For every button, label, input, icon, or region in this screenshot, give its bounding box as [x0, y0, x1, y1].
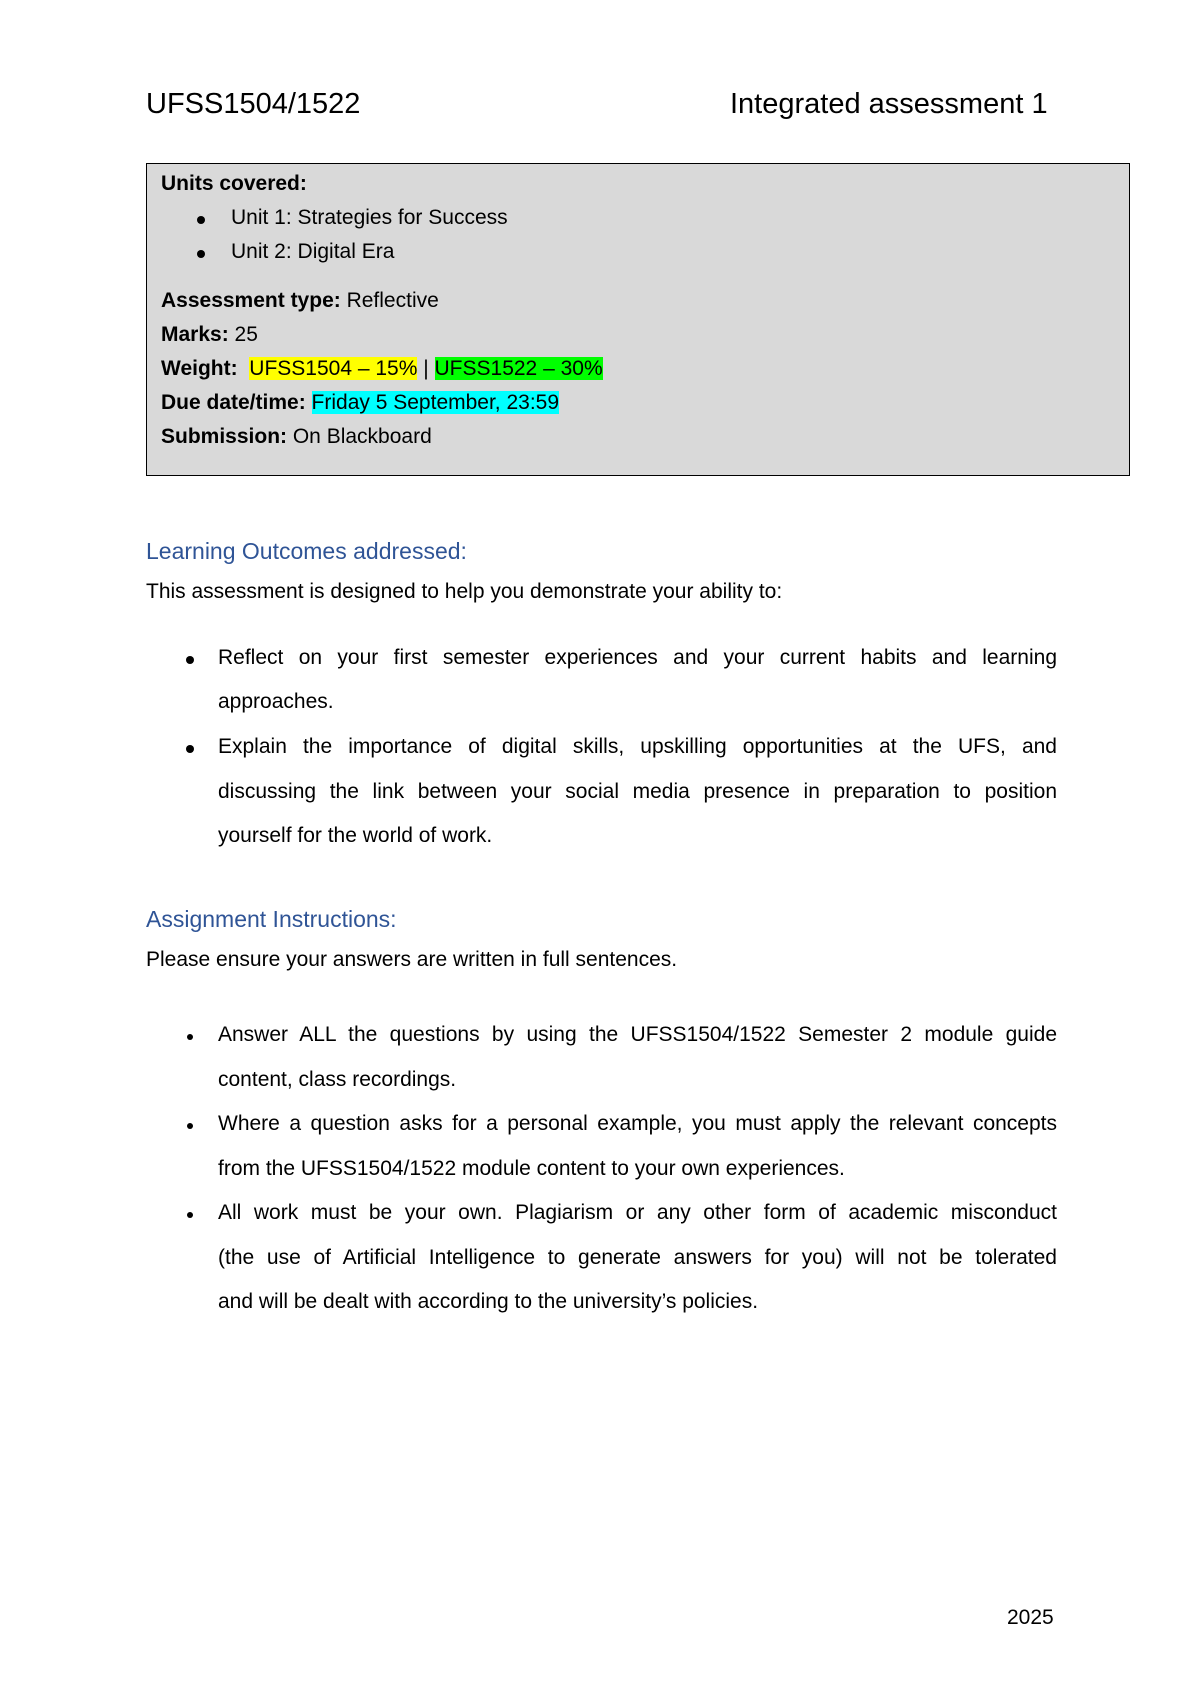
- bullet-icon: [186, 745, 194, 753]
- weight: Weight: UFSS1504 – 15% | UFSS1522 – 30%: [161, 357, 603, 380]
- marks: Marks: 25: [161, 323, 258, 346]
- bullet-icon: [186, 656, 194, 664]
- learning-outcomes-intro: This assessment is designed to help you demonstrate your ability to:: [146, 580, 783, 603]
- instruction-1-line-1: Answer ALL the questions by using the UFSS1504/1522 Semester 2 module guide: [218, 1023, 1057, 1046]
- outcome-1-line-2: approaches.: [218, 690, 334, 713]
- instructions-heading: Assignment Instructions:: [146, 906, 397, 932]
- bullet-icon: [187, 1212, 193, 1218]
- page-header: [146, 88, 1048, 132]
- bullet-icon: [197, 250, 205, 258]
- due-date-value: Friday 5 September, 23:59: [311, 391, 560, 414]
- instruction-2-line-2: from the UFSS1504/1522 module content to your own experiences.: [218, 1157, 845, 1180]
- outcome-1-line-1: Reflect on your first semester experiences and your current habits and learning: [218, 646, 1057, 669]
- instruction-2-line-1: Where a question asks for a personal example, you must apply the relevant concepts: [218, 1112, 1057, 1135]
- course-code: UFSS1504/1522: [146, 88, 361, 120]
- weight-ufss1522: UFSS1522 – 30%: [434, 357, 603, 380]
- instruction-1-line-2: content, class recordings.: [218, 1068, 457, 1091]
- learning-outcomes-heading: Learning Outcomes addressed:: [146, 538, 467, 564]
- submission: Submission: On Blackboard: [161, 425, 432, 448]
- assessment-type: Assessment type: Reflective: [161, 289, 439, 312]
- bullet-icon: [187, 1123, 193, 1129]
- instructions-intro: Please ensure your answers are written in full sentences.: [146, 948, 678, 971]
- units-covered-label: Units covered:: [161, 172, 307, 195]
- document-title: Integrated assessment 1: [730, 88, 1048, 120]
- due-date: Due date/time: Friday 5 September, 23:59: [161, 391, 560, 414]
- outcome-2-line-3: yourself for the world of work.: [218, 824, 493, 847]
- assessment-info-box: Units covered: Unit 1: Strategies for Success Unit 2: Digital Era Assessment type: Reflective Marks: 25 Weight: UFSS1504 – 15% | UFSS1522 – 30% Due date/time: Friday 5 September, 23:59 Submission: On Blackboard: [146, 163, 1130, 476]
- instruction-3-line-3: and will be dealt with according to the university’s policies.: [218, 1290, 759, 1313]
- outcome-2-line-2: discussing the link between your social media presence in preparation to position: [218, 780, 1057, 803]
- bullet-icon: [187, 1034, 193, 1040]
- instruction-3-line-2: (the use of Artificial Intelligence to generate answers for you) will not be tolerated: [218, 1246, 1057, 1269]
- instruction-3-line-1: All work must be your own. Plagiarism or any other form of academic misconduct: [218, 1201, 1057, 1224]
- outcome-2-line-1: Explain the importance of digital skills, upskilling opportunities at the UFS, and: [218, 735, 1057, 758]
- footer-year: 2025: [1007, 1606, 1054, 1629]
- bullet-icon: [197, 216, 205, 224]
- weight-ufss1504: UFSS1504 – 15%: [249, 357, 418, 380]
